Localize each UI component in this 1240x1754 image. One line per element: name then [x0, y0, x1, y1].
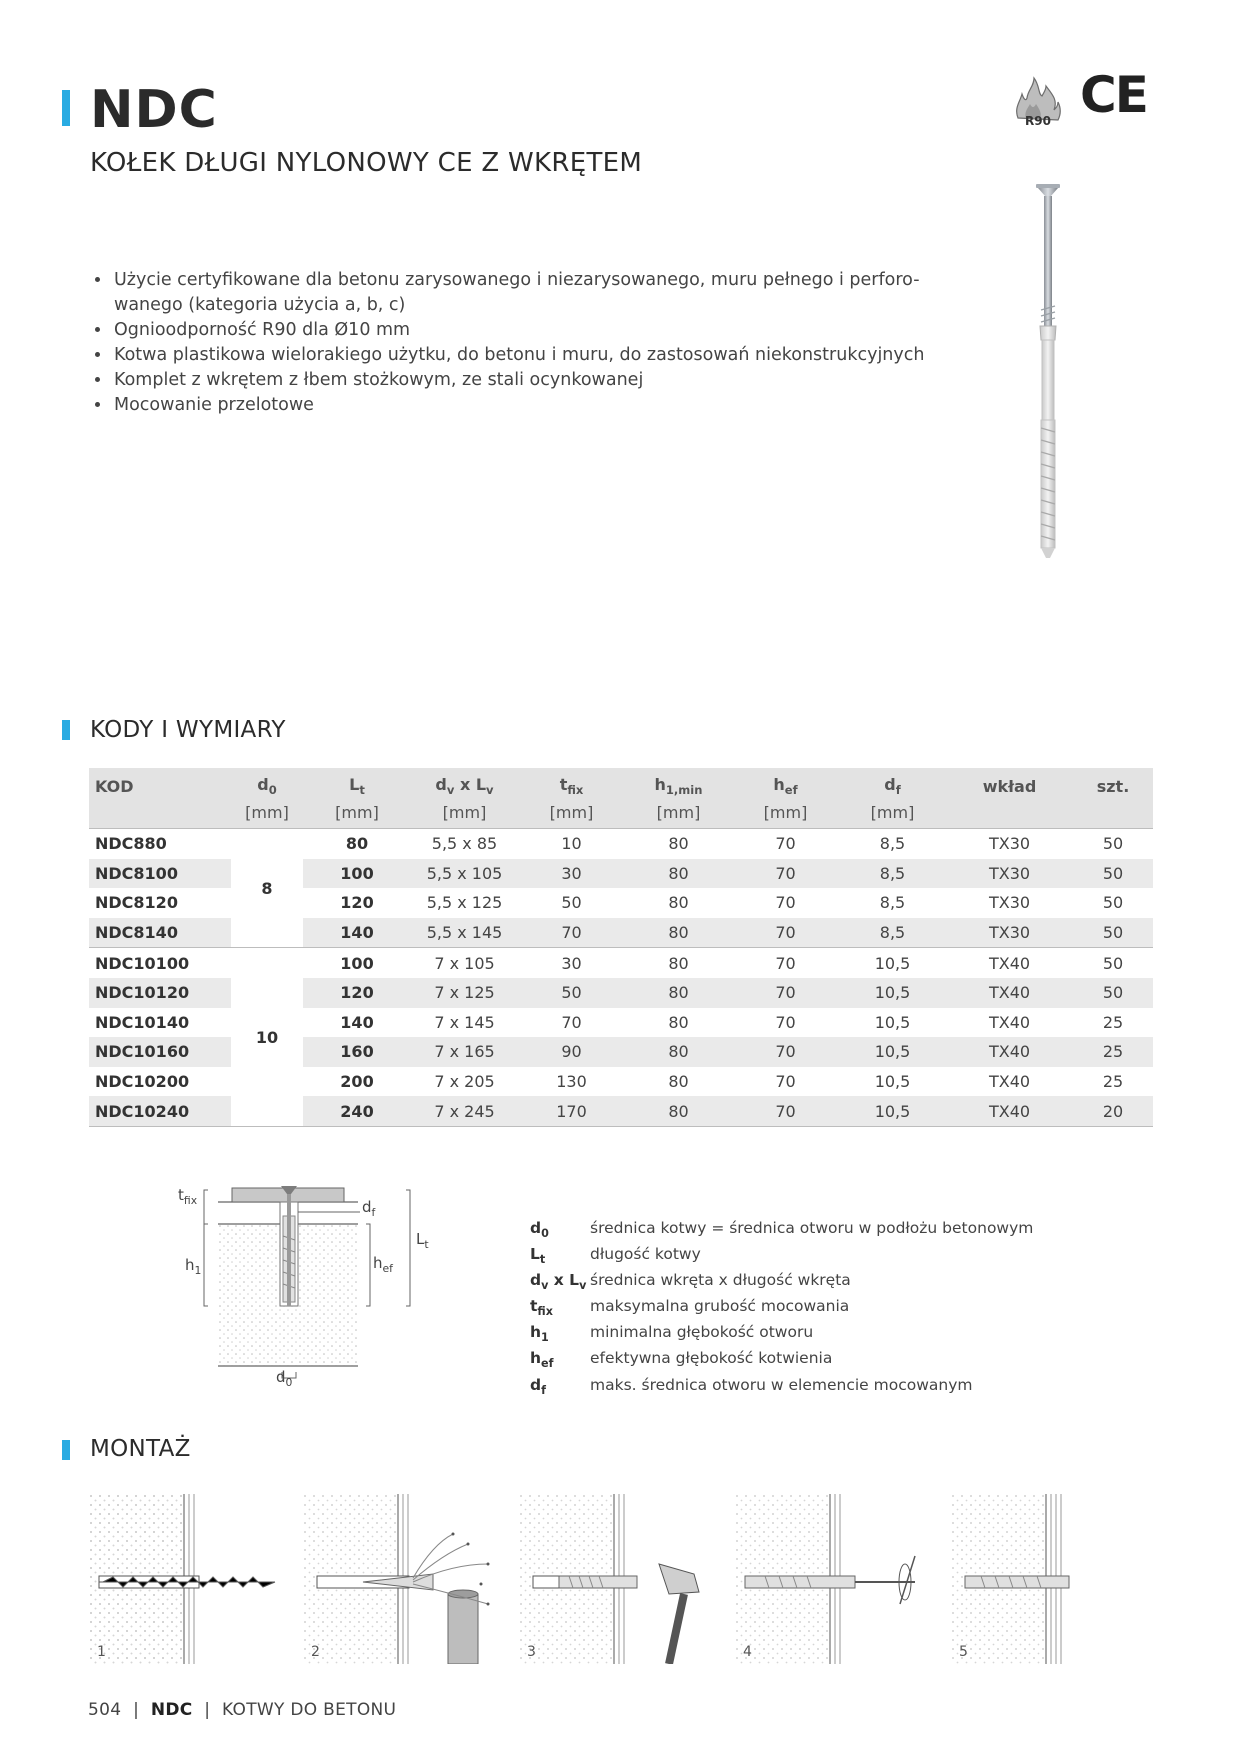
- dim-label-h1: $h_1$: [185, 1256, 202, 1277]
- cell-szt: 25: [1102, 1072, 1124, 1092]
- ce-mark: CE: [1080, 66, 1147, 124]
- cell-df: 10,5: [874, 953, 911, 973]
- cell-dv-lv: 7 x 205: [434, 1072, 495, 1092]
- cell-hef: 70: [775, 1012, 796, 1032]
- dim-label-lt: $L_t$: [416, 1230, 429, 1251]
- col-df: $d_f$: [839, 768, 946, 799]
- unit-label: [mm]: [518, 799, 625, 829]
- cell-df: 10,5: [874, 1072, 911, 1092]
- footer-separator: |: [133, 1700, 140, 1720]
- legend-symbol: $d_0$: [530, 1219, 549, 1241]
- cell-dv-lv: 7 x 245: [411, 1096, 518, 1126]
- cell-h1: 80: [625, 978, 732, 1008]
- cell-d0: 8: [231, 829, 303, 948]
- codes-table: [89, 768, 1153, 1127]
- legend-item: [530, 1348, 1033, 1374]
- feature-item: • Komplet z wkrętem z łbem stożkowym, ze stali ocynkowanej: [112, 368, 972, 393]
- cell-wklad: TX40: [988, 1012, 1031, 1032]
- legend-description: maksymalna grubość mocowania: [590, 1297, 850, 1316]
- dim-label-tfix: $t_{fix}$: [178, 1186, 198, 1207]
- legend-item: [530, 1244, 1033, 1270]
- cell-h1: 80: [625, 1037, 732, 1067]
- cell-wklad: TX30: [988, 893, 1031, 913]
- cell-kod: NDC8100: [89, 859, 231, 889]
- codes-table-body: [89, 829, 1153, 1127]
- cell-dv-lv: 7 x 105: [434, 953, 495, 973]
- col-szt: szt.: [1073, 768, 1153, 799]
- legend-item: [530, 1270, 1033, 1296]
- page-footer: [88, 1700, 396, 1720]
- legend-description: minimalna głębokość otworu: [590, 1323, 814, 1342]
- cell-kod: NDC8120: [95, 893, 178, 913]
- cell-tfix: 30: [518, 859, 625, 889]
- cell-df: 8,5: [839, 918, 946, 948]
- footer-category: KOTWY DO BETONU: [222, 1700, 397, 1720]
- cell-wklad: TX40: [946, 978, 1073, 1008]
- cell-tfix: 30: [561, 953, 582, 973]
- cell-szt: 25: [1073, 1037, 1153, 1067]
- cell-kod: NDC10140: [95, 1012, 190, 1032]
- product-image: [1028, 182, 1068, 562]
- unit-label: [mm]: [839, 799, 946, 829]
- step-number: 4: [743, 1644, 752, 1660]
- cell-dv-lv: 5,5 x 85: [431, 834, 498, 854]
- codes-section-title: KODY I WYMIARY: [90, 717, 286, 743]
- cell-szt: 50: [1102, 834, 1124, 854]
- section-accent-bar: [62, 1440, 70, 1460]
- feature-list: [90, 268, 972, 418]
- cell-hef: 70: [775, 1072, 796, 1092]
- step-number: 5: [959, 1644, 968, 1660]
- cell-lt: 140: [340, 1012, 374, 1032]
- legend-item: [530, 1296, 1033, 1322]
- unit-label: [mm]: [411, 799, 518, 829]
- page-subtitle: KOŁEK DŁUGI NYLONOWY CE Z WKRĘTEM: [90, 148, 643, 178]
- col-h1: $h_{1,min}$: [625, 768, 732, 799]
- legend-item: [530, 1375, 1033, 1401]
- installation-diagram: [170, 1176, 460, 1396]
- cell-kod: NDC10160: [89, 1037, 231, 1067]
- unit-label: [mm]: [231, 799, 303, 829]
- cell-h1: 80: [625, 859, 732, 889]
- cell-d0: 10: [231, 948, 303, 1127]
- legend-description: maks. średnica otworu w elemencie mocowanym: [590, 1375, 973, 1394]
- feature-item: • Mocowanie przelotowe: [112, 393, 972, 418]
- legend-symbol: $h_1$: [530, 1323, 549, 1345]
- cell-hef: 70: [775, 893, 796, 913]
- table-row: [89, 829, 1153, 859]
- cell-dv-lv: 5,5 x 145: [411, 918, 518, 948]
- cell-dv-lv: 7 x 145: [434, 1012, 495, 1032]
- page-title: NDC: [90, 80, 218, 140]
- page-number: 504: [88, 1700, 122, 1720]
- dim-label-df: $d_f$: [362, 1198, 376, 1219]
- legend-symbol: $d_v$ x $L_v$: [530, 1271, 587, 1293]
- unit-label: [mm]: [625, 799, 732, 829]
- table-row: [89, 948, 1153, 978]
- cell-wklad: TX40: [988, 1072, 1031, 1092]
- dim-label-d0: $d_0$: [276, 1368, 293, 1389]
- legend-symbol: $t_{fix}$: [530, 1297, 553, 1319]
- footer-product: NDC: [150, 1700, 193, 1720]
- cell-tfix: 70: [561, 1012, 582, 1032]
- fire-badge-label: R90: [1025, 114, 1051, 128]
- installation-step-5: [951, 1494, 1151, 1664]
- cell-wklad: TX30: [946, 859, 1073, 889]
- cell-h1: 80: [625, 918, 732, 948]
- legend-symbol: $L_t$: [530, 1245, 546, 1267]
- cell-tfix: 50: [518, 978, 625, 1008]
- legend-description: długość kotwy: [590, 1245, 701, 1264]
- cell-kod: NDC880: [95, 834, 167, 854]
- cell-lt: 140: [303, 918, 411, 948]
- cell-hef: 70: [775, 834, 796, 854]
- title-accent-bar: [62, 90, 70, 126]
- table-unit-row: [89, 799, 1153, 829]
- step-number: 3: [527, 1644, 536, 1660]
- col-kod: KOD: [89, 768, 231, 799]
- cell-h1: 80: [625, 1096, 732, 1126]
- cell-szt: 50: [1102, 953, 1124, 973]
- cell-lt: 200: [340, 1072, 374, 1092]
- cell-kod: NDC10200: [95, 1072, 190, 1092]
- cell-hef: 70: [775, 953, 796, 973]
- col-hef: $h_{ef}$: [732, 768, 839, 799]
- cell-h1: 80: [668, 953, 689, 973]
- cell-wklad: TX30: [988, 834, 1031, 854]
- table-header-row: [89, 768, 1153, 799]
- cell-df: 10,5: [839, 1096, 946, 1126]
- cell-df: 10,5: [874, 1012, 911, 1032]
- cell-szt: 50: [1073, 859, 1153, 889]
- installation-step-3: [519, 1494, 719, 1664]
- cell-kod: NDC10100: [95, 953, 190, 973]
- cell-tfix: 50: [561, 893, 582, 913]
- cell-wklad: TX40: [946, 1037, 1073, 1067]
- cell-wklad: TX30: [946, 918, 1073, 948]
- installation-step-1: [89, 1494, 289, 1664]
- montaz-section-title: MONTAŻ: [90, 1436, 191, 1462]
- cell-df: 8,5: [839, 859, 946, 889]
- cell-szt: 50: [1073, 978, 1153, 1008]
- cell-dv-lv: 5,5 x 105: [411, 859, 518, 889]
- cell-dv-lv: 7 x 165: [411, 1037, 518, 1067]
- cell-tfix: 130: [556, 1072, 587, 1092]
- cell-lt: 120: [303, 978, 411, 1008]
- cell-hef: 70: [732, 918, 839, 948]
- legend-description: efektywna głębokość kotwienia: [590, 1349, 833, 1368]
- cell-h1: 80: [668, 1072, 689, 1092]
- cell-kod: NDC10240: [89, 1096, 231, 1126]
- cell-df: 10,5: [839, 978, 946, 1008]
- cell-szt: 25: [1102, 1012, 1124, 1032]
- installation-step-4: [735, 1494, 935, 1664]
- feature-item: • Użycie certyfikowane dla betonu zarysowanego i niezarysowanego, muru pełnego i perforo-wanego (kategoria użycia a, b, c): [112, 268, 972, 318]
- col-dv-lv: $d_v$ x $L_v$: [411, 768, 518, 799]
- cell-df: 8,5: [879, 834, 906, 854]
- col-tfix: $t_{fix}$: [518, 768, 625, 799]
- cell-hef: 70: [732, 978, 839, 1008]
- cell-wklad: TX40: [946, 1096, 1073, 1126]
- cell-h1: 80: [668, 893, 689, 913]
- feature-item: • Ognioodporność R90 dla Ø10 mm: [112, 318, 972, 343]
- step-number: 1: [97, 1644, 106, 1660]
- cell-lt: 160: [303, 1037, 411, 1067]
- cell-hef: 70: [732, 1037, 839, 1067]
- cell-lt: 100: [303, 859, 411, 889]
- cell-lt: 100: [340, 953, 374, 973]
- cell-df: 10,5: [839, 1037, 946, 1067]
- legend-description: średnica wkręta x długość wkręta: [590, 1271, 851, 1290]
- step-number: 2: [311, 1644, 320, 1660]
- cell-kod: NDC8140: [89, 918, 231, 948]
- unit-label: [mm]: [732, 799, 839, 829]
- cell-lt: 240: [303, 1096, 411, 1126]
- cell-lt: 120: [340, 893, 374, 913]
- cell-h1: 80: [668, 1012, 689, 1032]
- cell-hef: 70: [732, 1096, 839, 1126]
- cell-szt: 20: [1073, 1096, 1153, 1126]
- footer-separator: |: [204, 1700, 211, 1720]
- cell-tfix: 10: [561, 834, 582, 854]
- cell-dv-lv: 5,5 x 125: [426, 893, 503, 913]
- cell-tfix: 70: [518, 918, 625, 948]
- cell-df: 8,5: [879, 893, 906, 913]
- cell-h1: 80: [668, 834, 689, 854]
- cell-wklad: TX40: [988, 953, 1031, 973]
- legend-symbol: $d_f$: [530, 1375, 546, 1397]
- legend-symbol: $h_{ef}$: [530, 1349, 554, 1371]
- legend-item: [530, 1322, 1033, 1348]
- legend-description: średnica kotwy = średnica otworu w podłożu betonowym: [590, 1219, 1034, 1237]
- cell-dv-lv: 7 x 125: [411, 978, 518, 1008]
- col-d0: $d_0$: [231, 768, 303, 799]
- cell-hef: 70: [732, 859, 839, 889]
- cell-szt: 50: [1102, 893, 1124, 913]
- cell-tfix: 90: [518, 1037, 625, 1067]
- feature-item: • Kotwa plastikowa wielorakiego użytku, do betonu i muru, do zastosowań niekonstrukcyjnych: [112, 343, 972, 368]
- cell-tfix: 170: [518, 1096, 625, 1126]
- cell-szt: 50: [1073, 918, 1153, 948]
- unit-label: [mm]: [303, 799, 411, 829]
- installation-step-2: [303, 1494, 503, 1664]
- cell-lt: 80: [345, 834, 369, 854]
- section-accent-bar: [62, 720, 70, 740]
- dim-label-hef: $h_{ef}$: [373, 1254, 393, 1275]
- symbol-legend: [530, 1218, 1033, 1401]
- col-lt: $L_t$: [303, 768, 411, 799]
- col-wklad: wkład: [946, 768, 1073, 799]
- legend-item: [530, 1218, 1033, 1244]
- cell-kod: NDC10120: [89, 978, 231, 1008]
